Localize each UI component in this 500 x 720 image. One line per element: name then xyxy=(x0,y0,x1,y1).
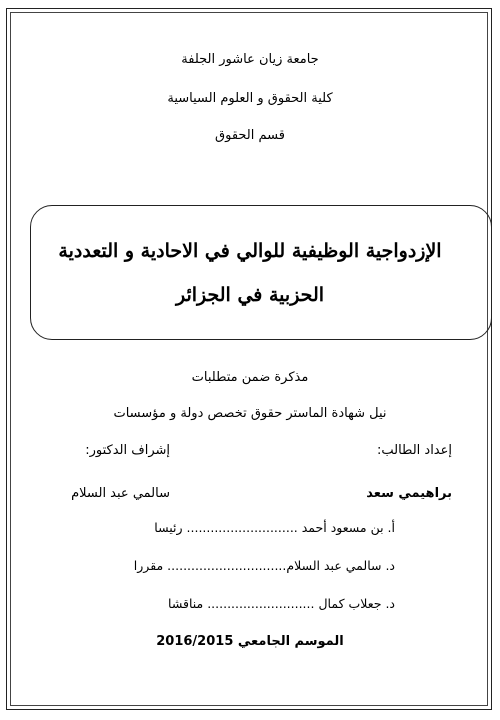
jury-member-examiner: د. جعلاب كمال ........................... مناقشا xyxy=(168,596,395,611)
jury-member-rapporteur: د. سالمي عبد السلام.............................. مقررا xyxy=(133,558,395,573)
memo-line-2: نيل شهادة الماستر حقوق تخصص دولة و مؤسسات xyxy=(113,406,387,421)
student-label: إعداد الطالب: xyxy=(376,443,452,458)
academic-season: الموسم الجامعي 2016/2015 xyxy=(156,634,344,649)
faculty-name: كلية الحقوق و العلوم السياسية xyxy=(167,91,333,106)
department-name: قسم الحقوق xyxy=(215,128,285,143)
supervisor-name: سالمي عبد السلام xyxy=(71,486,170,501)
title-box xyxy=(30,205,492,340)
supervisor-label: إشراف الدكتور: xyxy=(85,443,170,458)
university-name: جامعة زيان عاشور الجلفة xyxy=(181,52,319,67)
thesis-title-line-1: الإزدواجية الوظيفية للوالي في الاحادية و التعددية xyxy=(58,240,442,262)
jury-member-president: أ. بن مسعود أحمد ............................ رئيسا xyxy=(154,520,395,535)
student-name: براهيمي سعد xyxy=(366,486,452,501)
memo-line-1: مذكرة ضمن متطلبات xyxy=(191,370,309,385)
thesis-title-line-2: الحزبية في الجزائر xyxy=(175,284,325,306)
